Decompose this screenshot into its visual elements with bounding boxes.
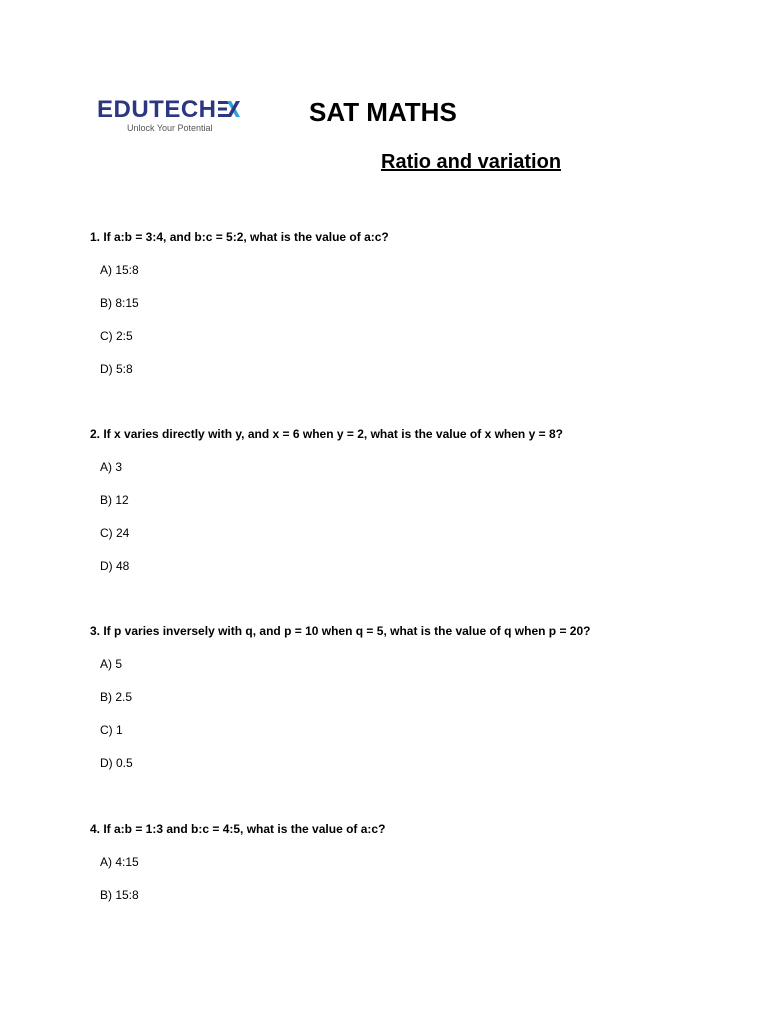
logo-wordmark: EDUTECH <box>97 96 217 123</box>
logo-tagline: Unlock Your Potential <box>127 123 213 133</box>
question-1-option-a: A) 15:8 <box>100 263 139 277</box>
question-3-option-b: B) 2.5 <box>100 690 133 704</box>
question-3-option-c: C) 1 <box>100 723 123 737</box>
question-3-option-d: D) 0.5 <box>100 756 133 770</box>
question-2-option-d: D) 48 <box>100 559 130 573</box>
edutechx-logo <box>97 97 247 135</box>
question-2-option-c: C) 24 <box>100 526 130 540</box>
question-1-option-d: D) 5:8 <box>100 362 133 376</box>
logo-x-mark-icon <box>218 98 240 120</box>
question-3-option-a: A) 5 <box>100 657 123 671</box>
question-3: 3. If p varies inversely with q, and p = 10 when q = 5, what is the value of q when p = 20? <box>90 624 591 638</box>
question-2-option-b: B) 12 <box>100 493 129 507</box>
question-2-option-a: A) 3 <box>100 460 123 474</box>
question-4-option-b: B) 15:8 <box>100 888 139 902</box>
question-1-option-b: B) 8:15 <box>100 296 139 310</box>
question-4-option-a: A) 4:15 <box>100 855 139 869</box>
page-title: SAT MATHS <box>309 97 457 127</box>
question-2: 2. If x varies directly with y, and x = 6 when y = 2, what is the value of x when y = 8? <box>90 427 563 441</box>
page-subtitle: Ratio and variation <box>381 151 562 173</box>
question-1-option-c: C) 2:5 <box>100 329 133 343</box>
question-1: 1. If a:b = 3:4, and b:c = 5:2, what is the value of a:c? <box>90 230 389 244</box>
question-4: 4. If a:b = 1:3 and b:c = 4:5, what is the value of a:c? <box>90 822 386 836</box>
